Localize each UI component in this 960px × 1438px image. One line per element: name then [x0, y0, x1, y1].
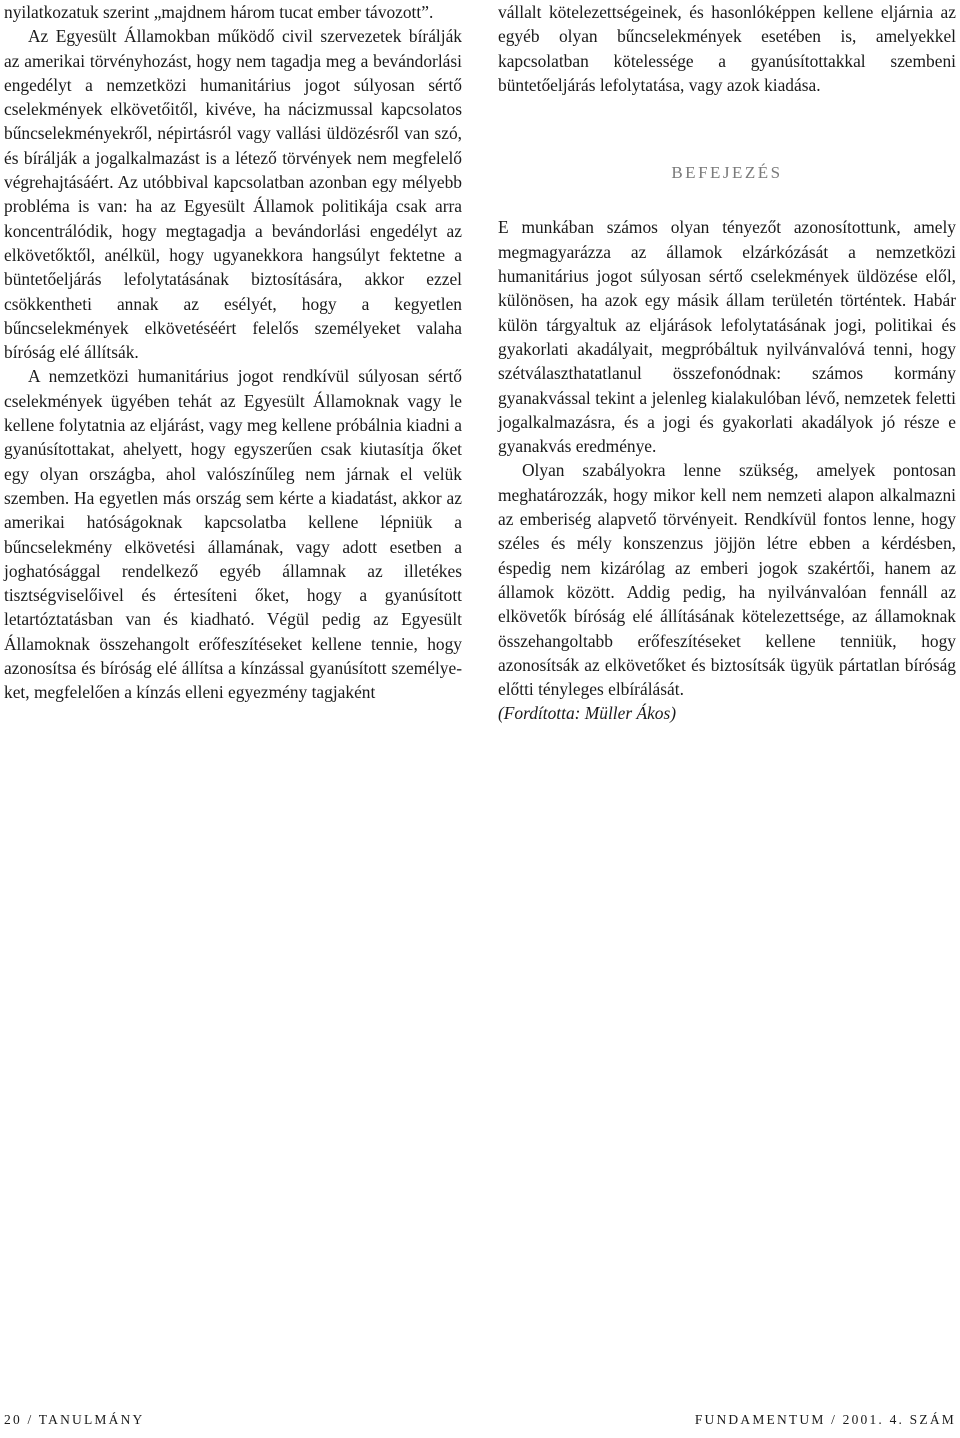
- translator-note: (Fordította: Müller Ákos): [498, 703, 677, 724]
- footer-page-section: 20 / TANULMÁNY: [4, 1412, 145, 1427]
- right-paragraph-2: Olyan szabályokra lenne szükség, amelyek pontosan meghatározzák, hogy mikor kell nem nemzeti alapon alkalmazni az emberiség alapvető törvényeit. Rendkívül fontos lenne, hogy széles és mély konszenzus jöjjön létre ebben a kérdésben, éspedig nem kizárólag az emberi jogok szakértői, hanem az államok között. Addig pedig, ha nyilvánvalóan fennáll az elkövetők bíróság elé állításának kötelezettsége, az államoknak összehangoltabb erőfeszítéseket kellene tenniük, hogy azonosítsák az elkövetőket és biztosítsák ügyük pártatlan bíróság előtti tényleges elbírálását.: [498, 460, 956, 700]
- left-paragraph-2: Az Egyesült Államokban működő civil szervezetek bírálják az amerikai törvényhozást, hogy nem tagadja meg a bevándorlási engedélyt a nemzetközi humanitárius jogot súlyosan sértő cselekmények elkövetőitől, kivéve, ha nácizmussal kapcsolatos bűncselekményekről, népirtásról vagy vallási üldözésről van szó, és bírálják a jogalkalmazást is a létező törvények nem megfelelő végrehajtásáért. Az utóbbival kapcsolatban azonban egy mélyebb probléma is van: ha az Egyesült Államok politikája csak arra koncentrálódik, hogy megtagadja a bevándorlási engedélyt az elkövetőktől, anélkül, hogy ugyanekkora hangsúlyt fektetne a büntetőeljárás lefolytatásának biztosítására, akkor ezzel csökkentheti annak az esélyét, hogy a kegyetlen bűncselekmények elkövetéséért felelős személyeket valaha bíróság elé állítsák.: [4, 26, 462, 363]
- left-column: [4, 0, 462, 705]
- footer-journal-issue: FUNDAMENTUM / 2001. 4. SZÁM: [694, 1412, 956, 1427]
- section-heading: BEFEJEZÉS: [671, 163, 783, 183]
- left-paragraph-1: nyilatkozatuk szerint „majdnem három tucat ember távozott”.: [4, 2, 434, 22]
- right-intro-paragraph: vállalt kötelezettségeinek, és hasonlóképpen kellene eljárnia az egyéb olyan bűncselekmények esetében is, amelyekkel kapcsolatban kötelessége a gyanúsítottakkal szembeni büntetőeljárás lefolytatása, vagy azok kiadása.: [498, 2, 956, 95]
- left-paragraph-3: A nemzetközi humanitárius jogot rendkívül súlyosan sértő cselekmények ügyében tehát az Egyesült Államoknak vagy le kellene folytatnia az eljárást, vagy meg kellene próbálnia kiadni a gyanúsítottakat, ahelyett, hogy egyszerűen csak kiutasítja őket egy olyan országba, ahol valószínűleg nem járnak el velük szemben. Ha egyetlen más ország sem kérte a kiadatást, akkor az amerikai hatóságoknak kapcsolatba kellene lépniük a bűncselekmény elkövetési államának, vagy adott esetben a joghatósággal rendelkező egyéb államnak az illetékes tisztségviselőivel és értesíteni őket, hogy a gyanúsított letartóztatásban van és kiadható. Végül pedig az Egyesült Államoknak összehangolt erőfeszítéseket kellene tennie, hogy azonosítsa és bíróság elé állítsa a kínzással gyanúsított személyeket, megfelelően a kínzás elleni egyezmény tagjaként: [4, 366, 462, 703]
- right-column: [498, 0, 956, 726]
- right-paragraph-1: E munkában számos olyan tényezőt azonosítottunk, amely megmagyarázza az államok elzárkózását a nemzetközi humanitárius jogot súlyosan sértő cselekmények üldözése elől, különösen, ha azok egy másik állam területén történtek. Habár külön tárgyaltuk az eljárások lefolytatásának jogi, politikai és gyakorlati akadályait, megpróbáltuk nyilvánvalóvá tenni, hogy szétválaszthatatlanul összefonódnak: számos kormány gyanakvással tekint a jelenleg kialakulóban lévő, nemzetek feletti jogalkalmazásra, és a jogi és gyakorlati akadályok jó része e gyanakvás eredménye.: [498, 217, 956, 457]
